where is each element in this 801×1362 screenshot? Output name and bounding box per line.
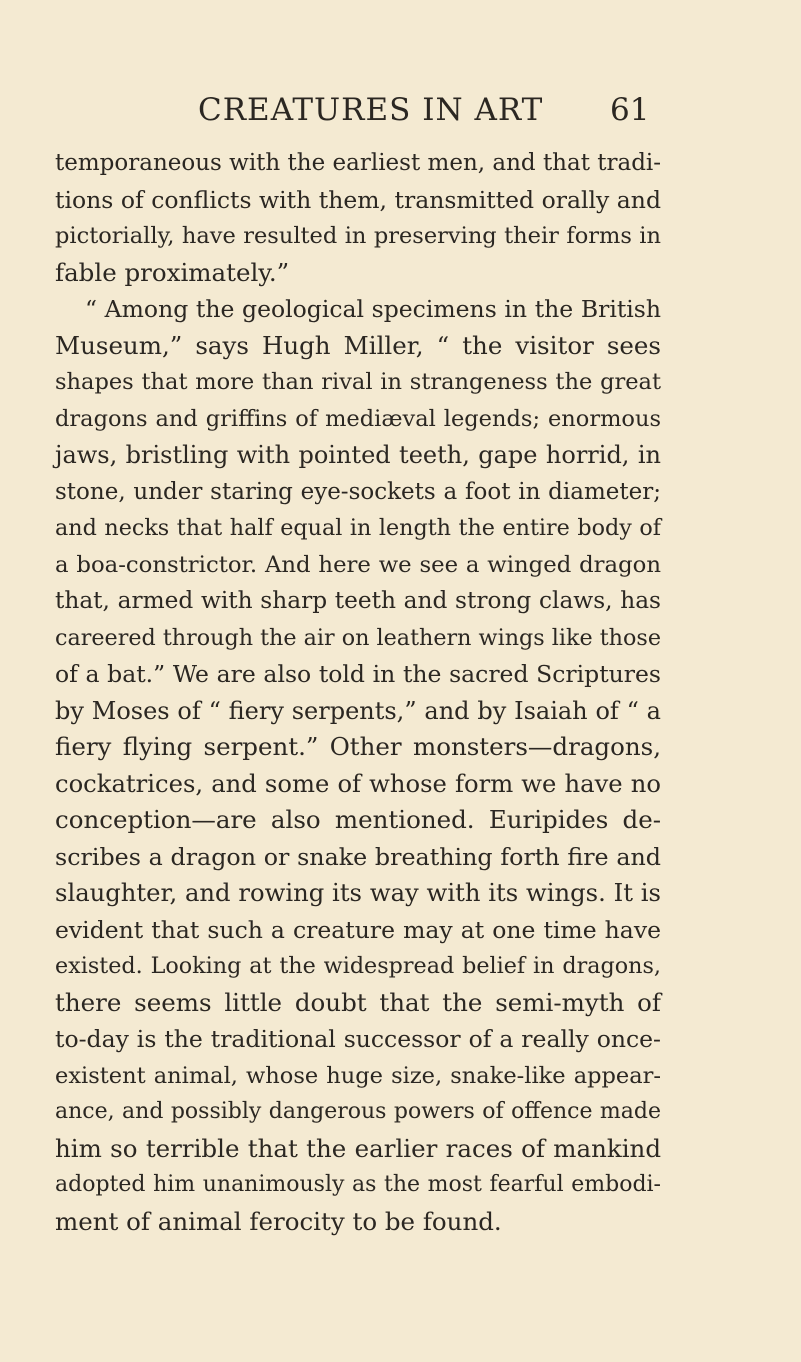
text-line: a boa-constrictor. And here we see a winged dragon [55, 551, 661, 578]
text-line: by Moses of “ fiery serpents,” and by Isaiah of “ a [55, 696, 661, 725]
text-line: jaws, bristling with pointed teeth, gape horrid, in [55, 441, 661, 469]
text-line: of a bat.” We are also told in the sacred Scriptures [55, 660, 661, 688]
text-line: that, armed with sharp teeth and strong claws, has [55, 587, 661, 614]
page-number: 61 [610, 92, 650, 128]
text-line: stone, under staring eye-sockets a foot in diameter; [55, 478, 661, 505]
text-line: existed. Looking at the widespread belief in dragons, [55, 953, 661, 979]
text-line: fable proximately.” [55, 257, 290, 287]
text-line: conception—are also mentioned. Euripides de- [55, 805, 661, 834]
text-line: tions of conflicts with them, transmitted orally and [55, 185, 661, 214]
text-line: careered through the air on leathern wings like those [55, 624, 661, 651]
text-line: ance, and possibly dangerous powers of offence made [55, 1099, 661, 1124]
page-header [0, 88, 801, 138]
text-line: adopted him unanimously as the most fearful embodi- [55, 1172, 661, 1197]
running-title: CREATURES IN ART [198, 92, 544, 128]
text-line: cockatrices, and some of whose form we have no [55, 768, 661, 798]
text-line: dragons and griffins of mediæval legends; enormous [55, 405, 661, 432]
text-line: evident that such a creature may at one time have [55, 915, 661, 944]
text-line: and necks that half equal in length the entire body of [55, 515, 661, 541]
text-line: existent animal, whose huge size, snake-like appear- [55, 1062, 661, 1089]
text-line: pictorially, have resulted in preserving their forms in [55, 223, 661, 249]
text-line: ment of animal ferocity to be found. [55, 1206, 502, 1236]
text-line: to-day is the traditional successor of a really once- [55, 1025, 661, 1053]
text-line: there seems little doubt that the semi-myth of [55, 987, 661, 1017]
text-line: “ Among the geological specimens in the British [85, 295, 661, 323]
text-line: Museum,” says Hugh Miller, “ the visitor sees [55, 330, 661, 360]
text-line: temporaneous with the earliest men, and that tradi- [55, 150, 662, 176]
text-line: him so terrible that the earlier races of mankind [55, 1133, 661, 1163]
body-text [55, 145, 661, 1240]
text-line: slaughter, and rowing its way with its wings. It is [55, 878, 661, 907]
text-line: shapes that more than rival in strangeness the great [55, 369, 661, 395]
text-line: fiery flying serpent.” Other monsters—dragons, [55, 732, 661, 761]
text-line: scribes a dragon or snake breathing forth fire and [55, 842, 661, 871]
